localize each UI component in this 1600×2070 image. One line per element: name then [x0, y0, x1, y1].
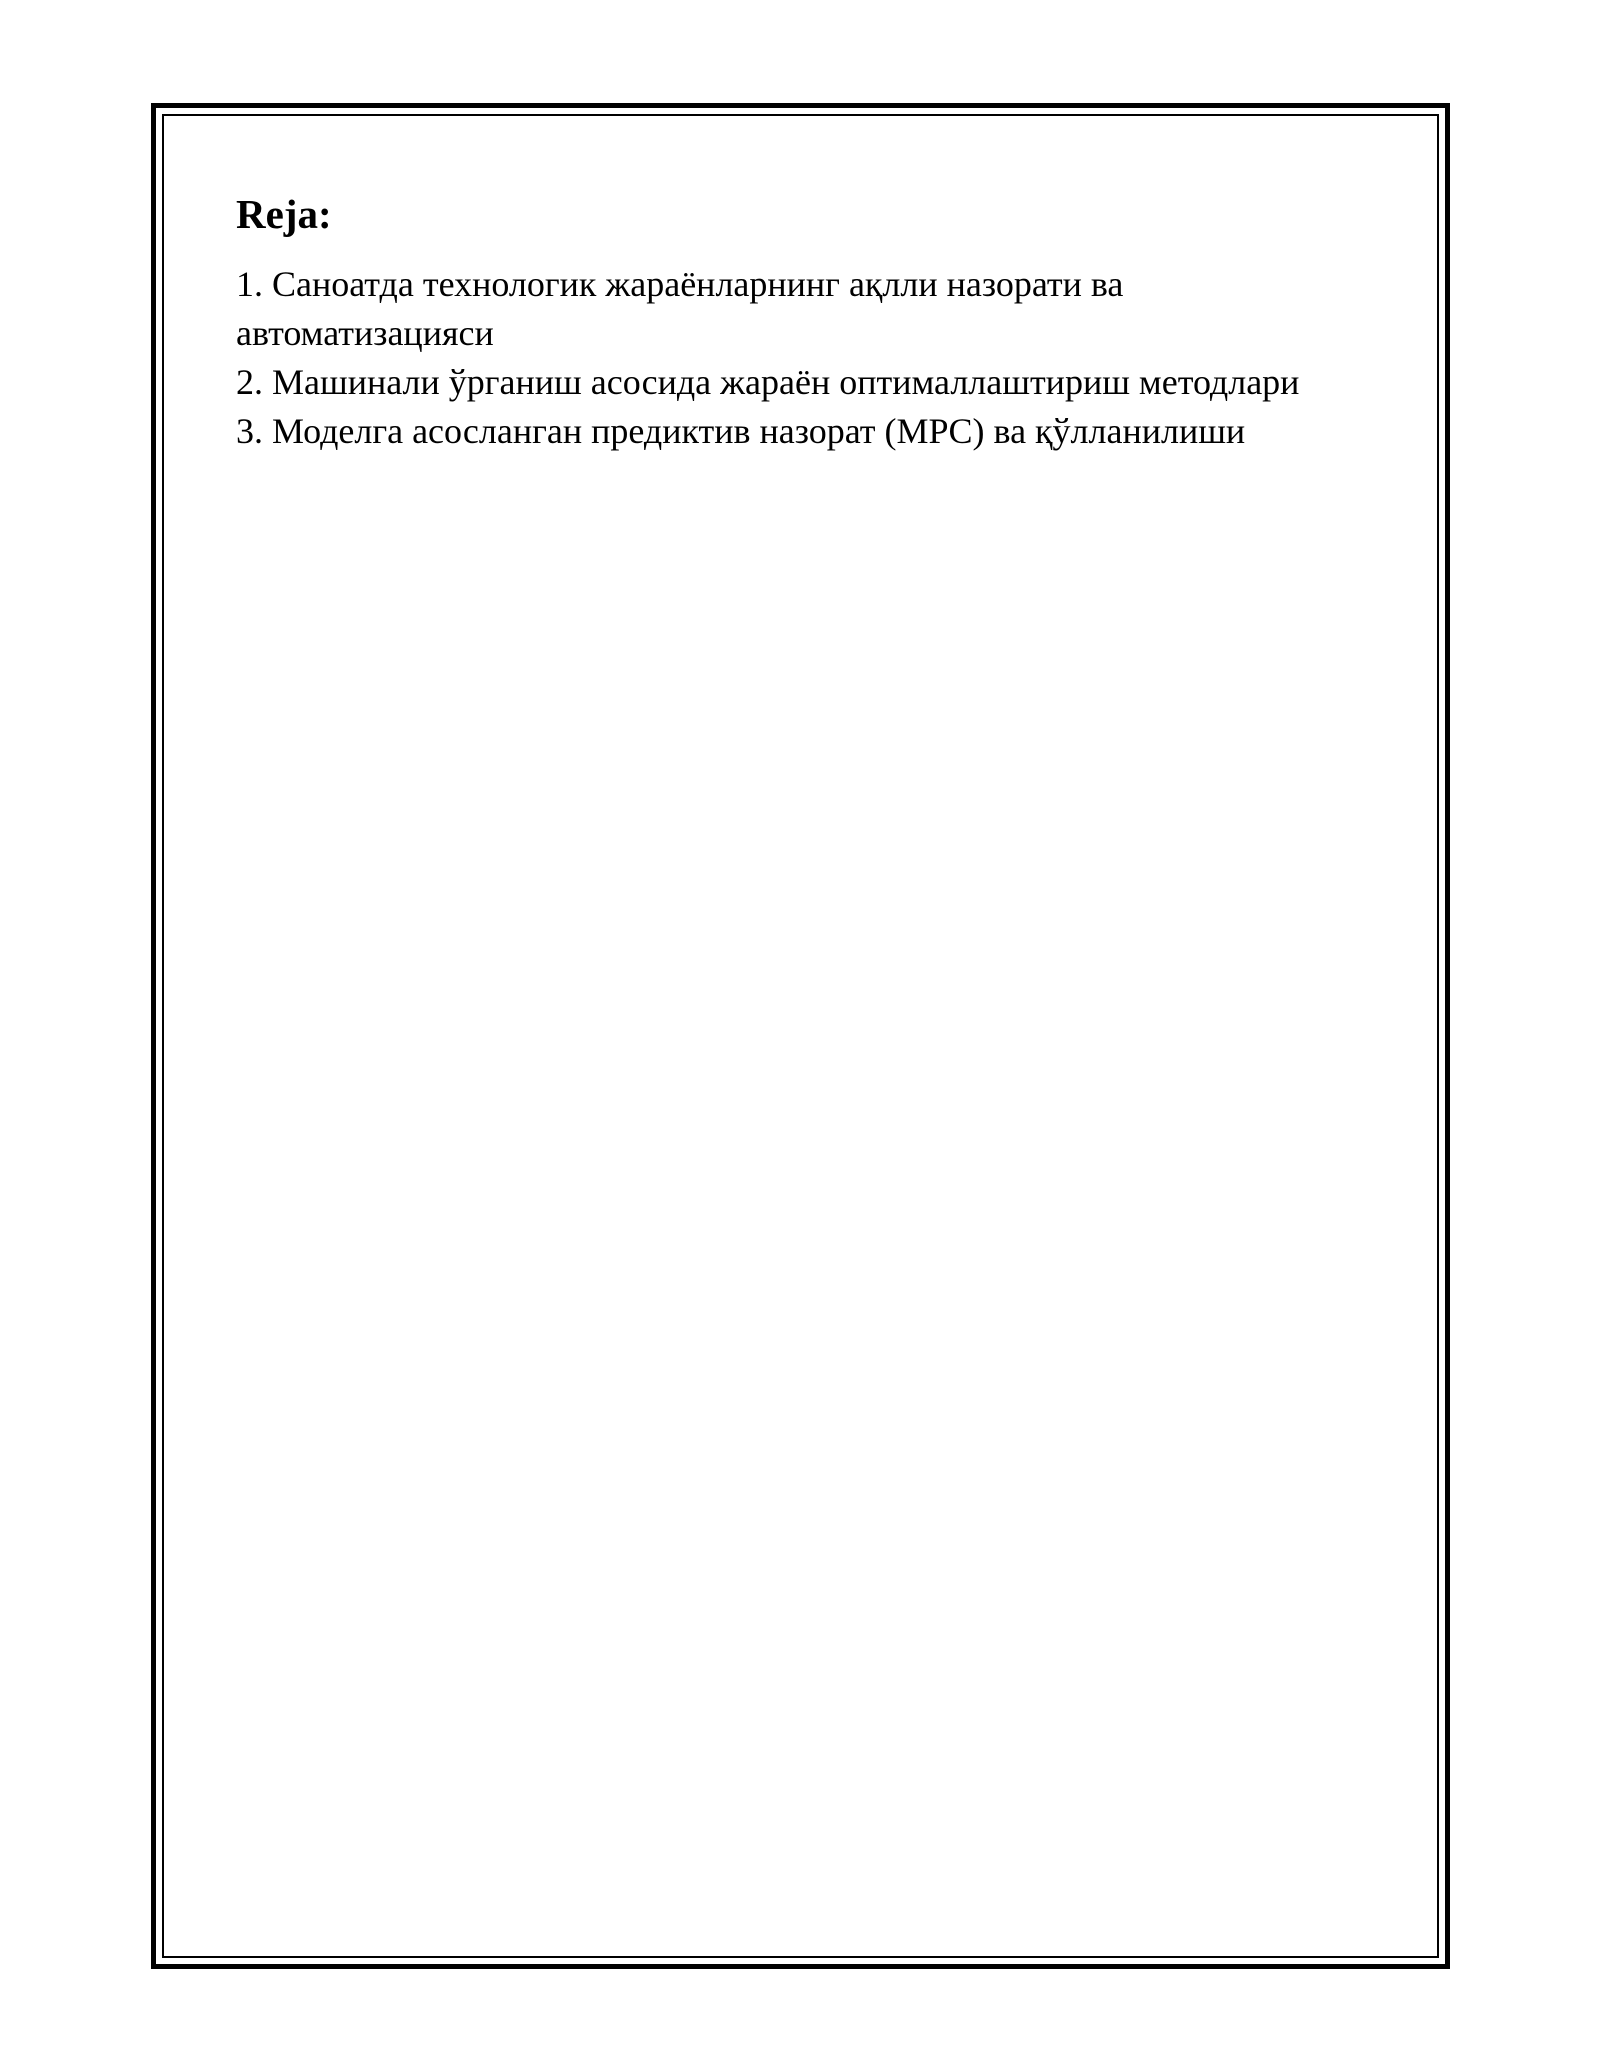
plan-item-3	[236, 407, 1376, 456]
plan-item-text: Саноатда технологик жараёнларнинг ақлли назорати ва автоматизацияси	[236, 264, 1124, 353]
plan-item-1	[236, 260, 1376, 358]
plan-item-number: 3.	[236, 411, 263, 451]
plan-item-number: 2.	[236, 362, 263, 402]
plan-item-text: Моделга асосланган предиктив назорат (MPC) ва қўлланилиши	[272, 411, 1246, 451]
page-content	[236, 186, 1376, 456]
plan-list	[236, 260, 1376, 456]
plan-heading: Reja:	[236, 191, 332, 237]
plan-item-number: 1.	[236, 264, 263, 304]
plan-item-text: Машинали ўрганиш асосида жараён оптималлаштириш методлари	[272, 362, 1300, 402]
plan-item-2	[236, 358, 1376, 407]
